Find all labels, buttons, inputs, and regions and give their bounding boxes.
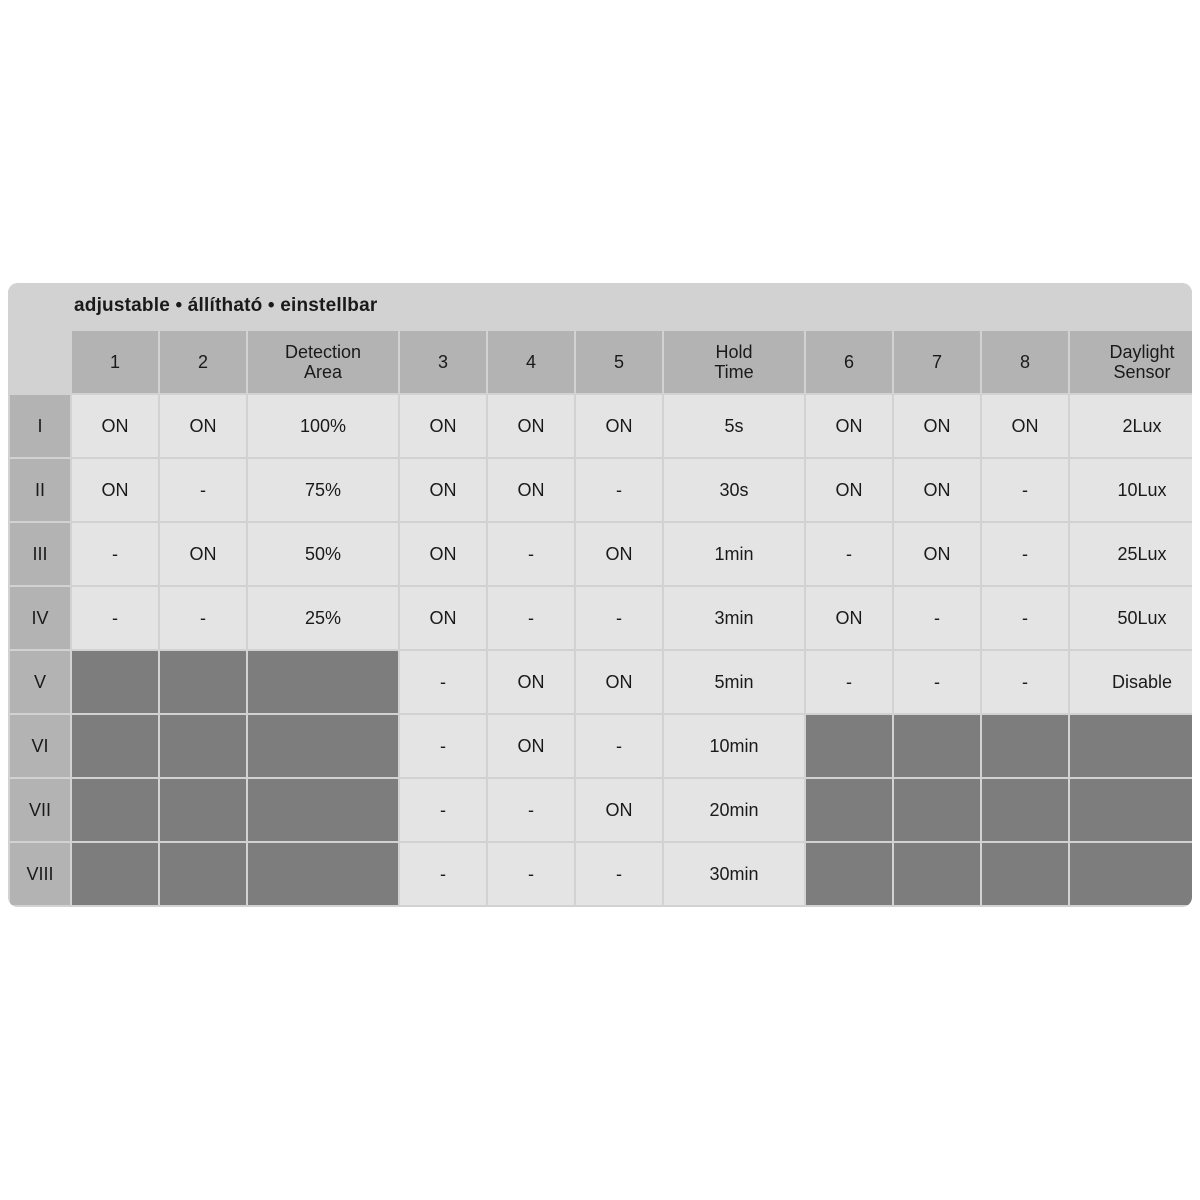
dip-switch-settings-card: [8, 283, 1192, 907]
table-cell: -: [400, 651, 486, 713]
row-label-vii: VII: [10, 779, 70, 841]
table-cell-blocked: [806, 779, 892, 841]
table-cell-blocked: [248, 779, 398, 841]
table-cell: 10Lux: [1070, 459, 1192, 521]
table-cell-blocked: [894, 779, 980, 841]
table-cell: -: [400, 843, 486, 905]
table-cell: -: [488, 779, 574, 841]
header-switch-6: 6: [806, 331, 892, 393]
table-cell: 50Lux: [1070, 587, 1192, 649]
table-cell: -: [894, 587, 980, 649]
table-cell: ON: [72, 459, 158, 521]
header-switch-3: 3: [400, 331, 486, 393]
header-hold-time-line2: Time: [714, 362, 754, 382]
header-switch-1: 1: [72, 331, 158, 393]
table-row: [10, 779, 1192, 841]
table-cell: ON: [400, 395, 486, 457]
table-cell: -: [72, 587, 158, 649]
table-cell: -: [576, 587, 662, 649]
table-cell-blocked: [72, 843, 158, 905]
table-header-row: [10, 331, 1192, 393]
table-cell: 75%: [248, 459, 398, 521]
table-cell: ON: [894, 523, 980, 585]
table-cell-blocked: [894, 843, 980, 905]
table-cell: -: [488, 587, 574, 649]
dip-switch-matrix-table: [8, 329, 1192, 907]
table-cell: ON: [160, 395, 246, 457]
table-cell: ON: [400, 587, 486, 649]
table-cell: ON: [488, 715, 574, 777]
table-cell-blocked: [248, 843, 398, 905]
table-cell: -: [488, 843, 574, 905]
table-cell: 3min: [664, 587, 804, 649]
table-cell: -: [576, 459, 662, 521]
table-cell-blocked: [160, 843, 246, 905]
header-detection-area-line2: Area: [303, 362, 343, 382]
table-cell: -: [982, 587, 1068, 649]
table-cell: ON: [576, 779, 662, 841]
row-label-ii: II: [10, 459, 70, 521]
table-cell: ON: [982, 395, 1068, 457]
table-cell-blocked: [248, 651, 398, 713]
table-cell-blocked: [982, 779, 1068, 841]
table-cell: 2Lux: [1070, 395, 1192, 457]
table-cell: -: [72, 523, 158, 585]
table-cell: -: [894, 651, 980, 713]
table-cell-blocked: [982, 843, 1068, 905]
table-cell: Disable: [1070, 651, 1192, 713]
table-cell-blocked: [160, 715, 246, 777]
row-label-i: I: [10, 395, 70, 457]
header-daylight-sensor-line2: Sensor: [1113, 362, 1171, 382]
header-switch-8: 8: [982, 331, 1068, 393]
table-cell-blocked: [1070, 843, 1192, 905]
table-cell: -: [488, 523, 574, 585]
table-cell: -: [576, 843, 662, 905]
table-cell: 5min: [664, 651, 804, 713]
row-label-vi: VI: [10, 715, 70, 777]
table-cell: ON: [400, 459, 486, 521]
table-row: [10, 715, 1192, 777]
table-cell-blocked: [1070, 715, 1192, 777]
table-cell: -: [806, 651, 892, 713]
table-cell: 25Lux: [1070, 523, 1192, 585]
table-cell: -: [576, 715, 662, 777]
header-daylight-sensor: [1070, 331, 1192, 393]
header-corner: [10, 331, 70, 393]
table-row: [10, 843, 1192, 905]
table-cell-blocked: [806, 843, 892, 905]
row-label-v: V: [10, 651, 70, 713]
table-cell: ON: [576, 523, 662, 585]
table-cell: 30s: [664, 459, 804, 521]
table-cell-blocked: [248, 715, 398, 777]
table-cell: ON: [806, 459, 892, 521]
table-cell-blocked: [160, 651, 246, 713]
card-title-bar: [8, 283, 1192, 329]
table-row: [10, 395, 1192, 457]
header-switch-5: 5: [576, 331, 662, 393]
table-cell: -: [160, 587, 246, 649]
table-cell-blocked: [72, 779, 158, 841]
table-cell: ON: [400, 523, 486, 585]
table-cell: 25%: [248, 587, 398, 649]
header-switch-7: 7: [894, 331, 980, 393]
table-row: [10, 459, 1192, 521]
table-cell: -: [982, 523, 1068, 585]
table-cell: 100%: [248, 395, 398, 457]
table-row: [10, 523, 1192, 585]
table-cell: ON: [488, 459, 574, 521]
header-detection-area-line1: Detection: [284, 341, 362, 362]
table-cell-blocked: [160, 779, 246, 841]
table-cell-blocked: [72, 715, 158, 777]
table-cell: 50%: [248, 523, 398, 585]
table-cell-blocked: [982, 715, 1068, 777]
header-daylight-sensor-line1: Daylight: [1109, 341, 1175, 362]
table-body: [10, 395, 1192, 905]
table-cell: -: [982, 459, 1068, 521]
table-cell-blocked: [72, 651, 158, 713]
table-cell: -: [400, 715, 486, 777]
table-cell: ON: [160, 523, 246, 585]
header-switch-4: 4: [488, 331, 574, 393]
table-cell: ON: [576, 395, 662, 457]
table-cell: 30min: [664, 843, 804, 905]
header-hold-time: [664, 331, 804, 393]
table-cell: ON: [488, 651, 574, 713]
table-cell: 1min: [664, 523, 804, 585]
table-cell: ON: [894, 395, 980, 457]
row-label-iii: III: [10, 523, 70, 585]
table-cell-blocked: [806, 715, 892, 777]
table-cell-blocked: [1070, 779, 1192, 841]
table-cell-blocked: [894, 715, 980, 777]
table-cell: 20min: [664, 779, 804, 841]
table-cell: ON: [576, 651, 662, 713]
card-title: adjustable • állítható • einstellbar: [74, 295, 378, 316]
table-cell: -: [982, 651, 1068, 713]
table-cell: ON: [806, 395, 892, 457]
table-row: [10, 651, 1192, 713]
table-cell: 10min: [664, 715, 804, 777]
header-detection-area: [248, 331, 398, 393]
table-cell: ON: [806, 587, 892, 649]
row-label-iv: IV: [10, 587, 70, 649]
table-cell: -: [806, 523, 892, 585]
table-cell: -: [160, 459, 246, 521]
table-cell: ON: [488, 395, 574, 457]
table-cell: -: [400, 779, 486, 841]
header-switch-2: 2: [160, 331, 246, 393]
table-row: [10, 587, 1192, 649]
table-cell: 5s: [664, 395, 804, 457]
table-cell: ON: [894, 459, 980, 521]
row-label-viii: VIII: [10, 843, 70, 905]
table-cell: ON: [72, 395, 158, 457]
header-hold-time-line1: Hold: [715, 341, 753, 362]
